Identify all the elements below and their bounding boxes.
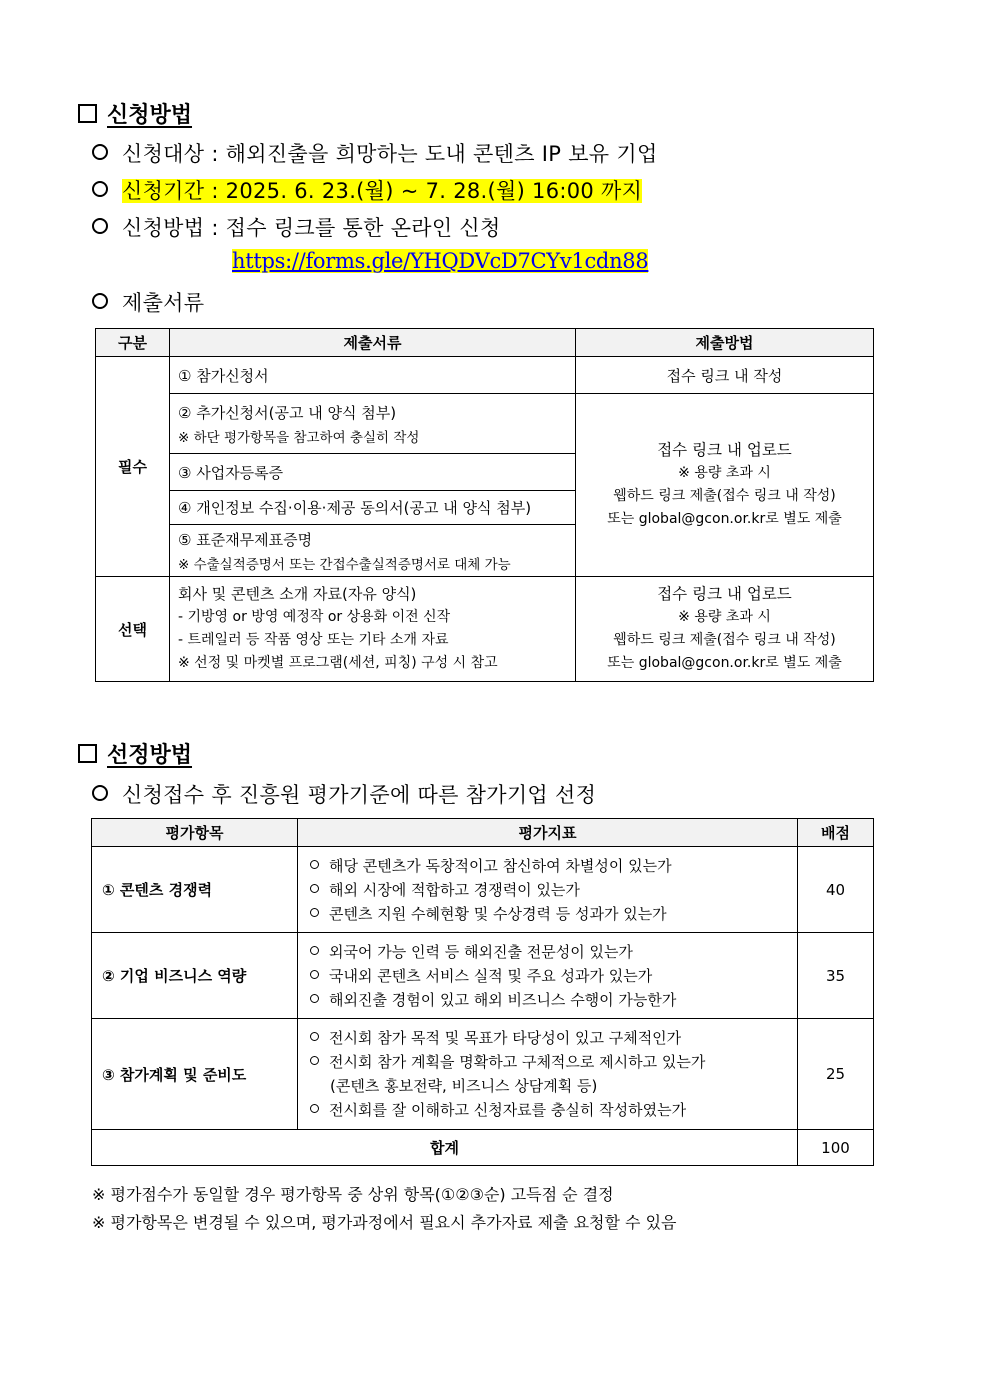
eval-indicators: 외국어 가능 인력 등 해외진출 전문성이 있는가 국내외 콘텐츠 서비스 실적 및 주요 성과가 있는가 해외진출 경험이 있고 해외 비즈니스 수행이 가능한가 [298, 933, 798, 1019]
optional-label: 선택 [96, 577, 170, 682]
checkbox-square-icon [78, 744, 97, 763]
section-title-selection: 선정방법 [78, 738, 192, 769]
application-form-link[interactable]: https://forms.gle/YHQDVcD7CYv1cdn88 [232, 249, 649, 273]
circle-bullet-icon [92, 181, 108, 197]
circle-bullet-icon [310, 860, 319, 869]
eval-score: 35 [798, 933, 874, 1019]
circle-bullet-icon [310, 946, 319, 955]
table-row: ① 참가신청서 [170, 357, 576, 394]
note-line: ※ 평가점수가 동일할 경우 평가항목 중 상위 항목(①②③순) 고득점 순 결정 [92, 1185, 614, 1204]
eval-item: ③ 참가계획 및 준비도 [92, 1019, 298, 1130]
table-header: 구분 [96, 329, 170, 357]
apply-period: 신청기간 : 2025. 6. 23.(월) ~ 7. 28.(월) 16:00 까지 [92, 175, 642, 205]
notes [92, 1181, 677, 1237]
apply-method: 신청방법 : 접수 링크를 통한 온라인 신청 [92, 212, 501, 242]
circle-bullet-icon [92, 218, 108, 234]
submit-method-cell: 접수 링크 내 작성 [576, 357, 874, 394]
table-header: 제출방법 [576, 329, 874, 357]
eval-indicators: 해당 콘텐츠가 독창적이고 참신하여 차별성이 있는가 해외 시장에 적합하고 경쟁력이 있는가 콘텐츠 지원 수혜현황 및 수상경력 등 성과가 있는가 [298, 847, 798, 933]
eval-item: ① 콘텐츠 경쟁력 [92, 847, 298, 933]
circle-bullet-icon [310, 994, 319, 1003]
eval-indicators: 전시회 참가 목적 및 목표가 타당성이 있고 구체적인가 전시회 참가 계획을 명확하고 구체적으로 제시하고 있는가 (콘텐츠 홍보전략, 비즈니스 상담계획 등) 전시회를 잘 이해하고 신청자료를 충실히 작성하였는가 [298, 1019, 798, 1130]
documents-label: 제출서류 [92, 287, 204, 317]
table-row: ⑤ 표준재무제표증명 ※ 수출실적증명서 또는 간접수출실적증명서로 대체 가능 [170, 525, 576, 577]
eval-item: ② 기업 비즈니스 역량 [92, 933, 298, 1019]
required-label: 필수 [96, 357, 170, 577]
table-header: 평가지표 [298, 819, 798, 847]
table-row: ③ 사업자등록증 [170, 454, 576, 491]
selection-desc: 신청접수 후 진흥원 평가기준에 따른 참가기업 선정 [92, 779, 596, 809]
circle-bullet-icon [310, 884, 319, 893]
circle-bullet-icon [92, 293, 108, 309]
table-row: 회사 및 콘텐츠 소개 자료(자유 양식) - 기방영 or 방영 예정작 or 상용화 이전 신작 - 트레일러 등 작품 영상 또는 기타 소개 자료 ※ 선정 및 마켓별 프로그램(세션, 피칭) 구성 시 참고 [170, 577, 576, 682]
checkbox-square-icon [78, 104, 97, 123]
evaluation-table [91, 818, 874, 1166]
table-header: 평가항목 [92, 819, 298, 847]
circle-bullet-icon [310, 908, 319, 917]
circle-bullet-icon [310, 1056, 319, 1065]
documents-table [95, 328, 874, 682]
eval-score: 40 [798, 847, 874, 933]
table-header: 제출서류 [170, 329, 576, 357]
circle-bullet-icon [310, 1104, 319, 1113]
circle-bullet-icon [92, 785, 108, 801]
total-label: 합계 [92, 1130, 798, 1166]
table-header: 배점 [798, 819, 874, 847]
total-score: 100 [798, 1130, 874, 1166]
apply-target: 신청대상 : 해외진출을 희망하는 도내 콘텐츠 IP 보유 기업 [92, 138, 658, 168]
submit-method-cell: 접수 링크 내 업로드 ※ 용량 초과 시 웹하드 링크 제출(접수 링크 내 작성) 또는 global@gcon.or.kr로 별도 제출 [576, 577, 874, 682]
circle-bullet-icon [92, 144, 108, 160]
eval-score: 25 [798, 1019, 874, 1130]
section-title-apply: 신청방법 [78, 98, 192, 129]
note-line: ※ 평가항목은 변경될 수 있으며, 평가과정에서 필요시 추가자료 제출 요청할 수 있음 [92, 1213, 677, 1232]
submit-method-cell: 접수 링크 내 업로드 ※ 용량 초과 시 웹하드 링크 제출(접수 링크 내 작성) 또는 global@gcon.or.kr로 별도 제출 [576, 394, 874, 577]
table-row: ② 추가신청서(공고 내 양식 첨부) ※ 하단 평가항목을 참고하여 충실히 작성 [170, 394, 576, 454]
table-row: ④ 개인정보 수집·이용·제공 동의서(공고 내 양식 첨부) [170, 491, 576, 525]
circle-bullet-icon [310, 970, 319, 979]
circle-bullet-icon [310, 1032, 319, 1041]
